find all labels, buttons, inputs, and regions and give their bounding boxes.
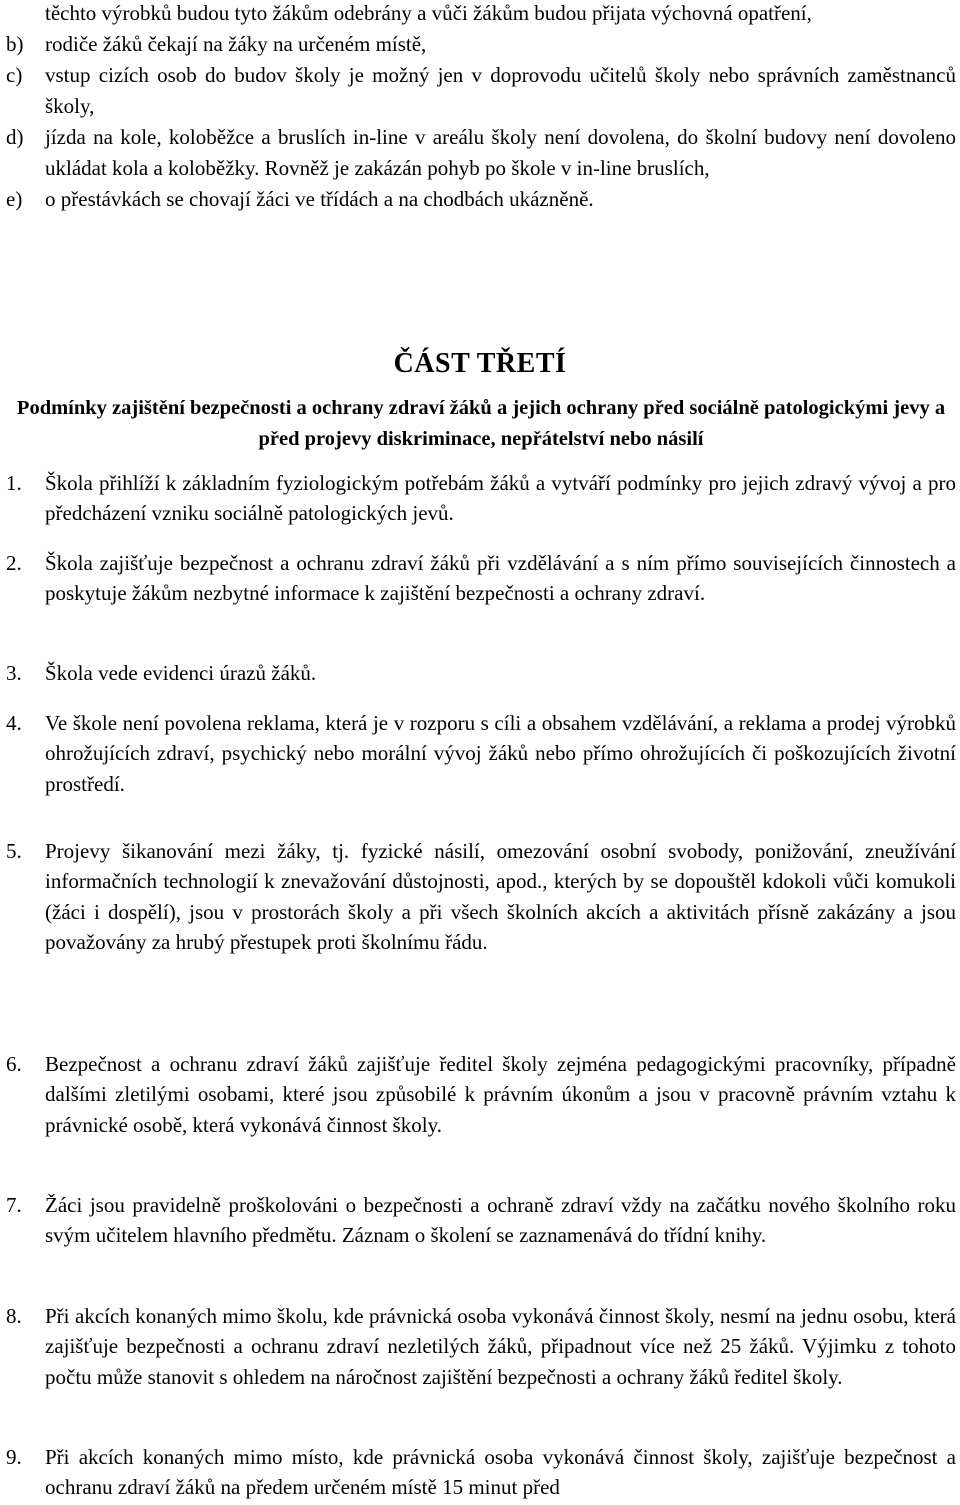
numbered-item: [6, 548, 956, 609]
item-text: Žáci jsou pravidelně proškolováni o bezpečnosti a ochraně zdraví vždy na začátku nového školního roku svým učitelem hlavního předmětu. Záznam o školení se zaznamenává do třídní knihy.: [45, 1193, 956, 1248]
list-marker: e): [6, 187, 23, 211]
list-item: [6, 0, 956, 29]
list-item-text: těchto výrobků budou tyto žákům odebrány a vůči žákům budou přijata výchovná opatření,: [45, 1, 812, 25]
numbered-item: [6, 836, 956, 957]
list-item: [6, 184, 956, 215]
numbered-item: [6, 1442, 956, 1503]
list-item-text: rodiče žáků čekají na žáky na určeném místě,: [45, 32, 427, 56]
part-title: ČÁST TŘETÍ: [393, 348, 567, 379]
list-marker: b): [6, 32, 24, 56]
list-marker: [6, 0, 45, 29]
item-number: 8.: [6, 1304, 22, 1328]
part-subtitle: Podmínky zajištění bezpečnosti a ochrany zdraví žáků a jejich ochrany před sociálně patologickými jevy a před projevy diskriminace, nepřátelství nebo násilí: [16, 397, 946, 450]
list-item: [6, 60, 956, 122]
list-item-text: o přestávkách se chovají žáci ve třídách a na chodbách ukázněně.: [45, 187, 594, 211]
numbered-item: [6, 708, 956, 799]
item-number: 7.: [6, 1193, 22, 1217]
numbered-item: [6, 658, 956, 688]
item-number: 9.: [6, 1445, 22, 1469]
item-number: 4.: [6, 711, 22, 735]
list-item-text: jízda na kole, koloběžce a bruslích in-line v areálu školy není dovolena, do školní budovy není dovoleno ukládat kola a koloběžky. Rovněž je zakázán pohyb po škole v in-line bruslích,: [45, 125, 956, 180]
list-item: [6, 122, 956, 184]
item-number: 1.: [6, 471, 22, 495]
list-item-text: vstup cizích osob do budov školy je možný jen v doprovodu učitelů školy nebo správních zaměstnanců školy,: [45, 63, 956, 118]
item-number: 3.: [6, 661, 22, 685]
item-text: Škola přihlíží k základním fyziologickým potřebám žáků a vytváří podmínky pro jejich zdravý vývoj a pro předcházení vzniku sociálně patologických jevů.: [45, 471, 956, 526]
continuation-list: [6, 0, 956, 215]
item-text: Projevy šikanování mezi žáky, tj. fyzické násilí, omezování osobní svobody, ponižování, zneužívání informačních technologií k znevažování důstojnosti, apod., kterých by se dopouštěl kdokoli vůči komukoli (žáci i dospělí), jsou v prostorách školy a při všech školních akcích a aktivitách přísně zakázány a jsou považovány za hrubý přestupek proti školnímu řádu.: [45, 839, 956, 954]
item-text: Škola vede evidenci úrazů žáků.: [45, 661, 317, 685]
item-text: Škola zajišťuje bezpečnost a ochranu zdraví žáků při vzdělávání a s ním přímo souvisejících činnostech a poskytuje žákům nezbytné informace k zajištění bezpečnosti a ochrany zdraví.: [45, 551, 956, 606]
item-text: Bezpečnost a ochranu zdraví žáků zajišťuje ředitel školy zejména pedagogickými pracovníky, případně dalšími zletilými osobami, které jsou způsobilé k právním úkonům a jsou v pracovně právním vztahu k právnické osobě, která vykonává činnost školy.: [45, 1052, 956, 1137]
list-marker: d): [6, 125, 24, 149]
numbered-item: [6, 1301, 956, 1392]
item-number: 5.: [6, 839, 22, 863]
numbered-item: [6, 1190, 956, 1251]
item-text: Při akcích konaných mimo místo, kde právnická osoba vykonává činnost školy, zajišťuje bezpečnost a ochranu zdraví žáků na předem určeném místě 15 minut před: [45, 1445, 956, 1500]
list-marker: c): [6, 63, 23, 87]
numbered-item: [6, 1049, 956, 1140]
numbered-item: [6, 468, 956, 529]
item-text: Při akcích konaných mimo školu, kde právnická osoba vykonává činnost školy, nesmí na jednu osobu, která zajišťuje bezpečnosti a ochranu zdraví nezletilých žáků, připadnout více než 25 žáků. Výjimku z tohoto počtu může stanovit s ohledem na náročnost zajištění bezpečnosti a ochrany žáků ředitel školy.: [45, 1304, 956, 1389]
item-number: 6.: [6, 1052, 22, 1076]
item-text: Ve škole není povolena reklama, která je v rozporu s cíli a obsahem vzdělávání, a reklama a prodej výrobků ohrožujících zdraví, psychický nebo morální vývoj žáků nebo přímo ohrožujících či poškozujících životní prostředí.: [45, 711, 956, 796]
list-item: [6, 29, 956, 60]
item-number: 2.: [6, 551, 22, 575]
